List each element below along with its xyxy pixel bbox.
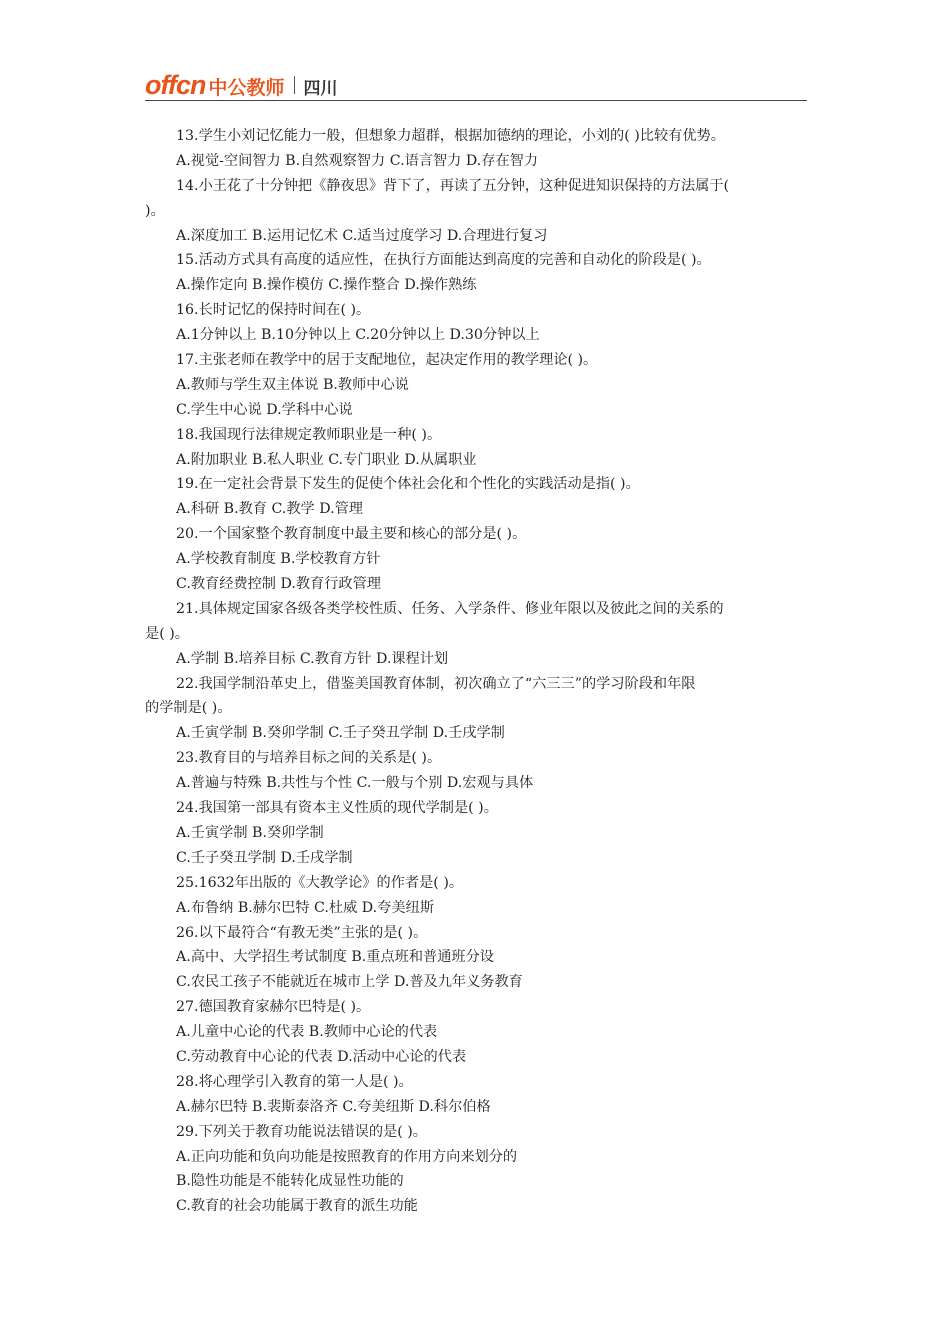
logo-region: 四川 — [303, 79, 338, 99]
question-text: 23.教育目的与培养目标之间的关系是( )。 — [176, 750, 442, 767]
answer-options: A.1分钟以上 B.10分钟以上 C.20分钟以上 D.30分钟以上 — [176, 327, 540, 344]
question-text: 27.德国教育家赫尔巴特是( )。 — [176, 999, 371, 1016]
question-text: 20.一个国家整个教育制度中最主要和核心的部分是( )。 — [176, 526, 527, 543]
question-text: 19.在一定社会背景下发生的促使个体社会化和个性化的实践活动是指( )。 — [176, 476, 640, 493]
question-text: 24.我国第一部具有资本主义性质的现代学制是( )。 — [176, 800, 498, 817]
question-text: 16.长时记忆的保持时间在( )。 — [176, 302, 371, 319]
answer-options: A.赫尔巴特 B.裴斯泰洛齐 C.夸美纽斯 D.科尔伯格 — [176, 1098, 491, 1115]
question-text: 26.以下最符合“有教无类”主张的是( )。 — [176, 924, 428, 941]
question-text: 29.下列关于教育功能说法错误的是( )。 — [176, 1123, 427, 1140]
answer-options: A.普遍与特殊 B.共性与个性 C.一般与个别 D.宏观与具体 — [176, 775, 534, 792]
question-text: 18.我国现行法律规定教师职业是一种( )。 — [176, 426, 442, 443]
question-text: 17.主张老师在教学中的居于支配地位，起决定作用的教学理论( )。 — [176, 352, 598, 369]
logo-divider — [294, 76, 295, 94]
question-text: 22.我国学制沿革史上，借鉴美国教育体制，初次确立了“六三三”的学习阶段和年限 — [176, 675, 696, 692]
offcn-logo — [145, 72, 338, 98]
answer-options: A.学制 B.培养目标 C.教育方针 D.课程计划 — [176, 650, 449, 667]
logo-brand-name: 中公教师 — [208, 77, 285, 99]
question-text: 15.活动方式具有高度的适应性，在执行方面能达到高度的完善和自动化的阶段是( )。 — [176, 252, 711, 269]
answer-options: A.视觉-空间智力 B.自然观察智力 C.语言智力 D.存在智力 — [176, 152, 539, 169]
answer-options: C.农民工孩子不能就近在城市上学 D.普及九年义务教育 — [176, 974, 523, 991]
logo-wordmark: offcn — [145, 70, 206, 100]
answer-options: A.正向功能和负向功能是按照教育的作用方向来划分的 — [176, 1148, 518, 1165]
answer-options: C.壬子癸丑学制 D.壬戌学制 — [176, 849, 353, 866]
answer-options: A.高中、大学招生考试制度 B.重点班和普通班分设 — [176, 949, 494, 966]
question-continuation: 是( )。 — [145, 625, 189, 642]
answer-options: A.壬寅学制 B.癸卯学制 — [176, 824, 324, 841]
question-continuation: 的学制是( )。 — [145, 700, 232, 717]
question-text: 13.学生小刘记忆能力一般，但想象力超群，根据加德纳的理论，小刘的( )比较有优势。 — [176, 128, 725, 144]
answer-options: A.科研 B.教育 C.教学 D.管理 — [176, 501, 363, 518]
header-rule — [145, 100, 807, 101]
question-text: 21.具体规定国家各级各类学校性质、任务、入学条件、修业年限以及彼此之间的关系的 — [176, 600, 724, 617]
answer-options: A.附加职业 B.私人职业 C.专门职业 D.从属职业 — [176, 451, 477, 468]
answer-options: A.教师与学生双主体说 B.教师中心说 — [176, 376, 409, 393]
answer-options: C.学生中心说 D.学科中心说 — [176, 401, 353, 418]
question-continuation: )。 — [145, 202, 165, 219]
page-header — [145, 70, 807, 102]
answer-options: A.壬寅学制 B.癸卯学制 C.壬子癸丑学制 D.壬戌学制 — [176, 725, 505, 742]
question-text: 25.1632年出版的《大教学论》的作者是( )。 — [176, 874, 464, 891]
answer-options: A.深度加工 B.运用记忆术 C.适当过度学习 D.合理进行复习 — [176, 227, 548, 244]
answer-options: C.劳动教育中心论的代表 D.活动中心论的代表 — [176, 1048, 467, 1065]
question-text: 14.小王花了十分钟把《静夜思》背下了，再读了五分钟，这种促进知识保持的方法属于( — [176, 177, 730, 194]
answer-options: A.布鲁纳 B.赫尔巴特 C.杜威 D.夸美纽斯 — [176, 899, 434, 916]
question-list — [145, 124, 807, 1219]
answer-options: B.隐性功能是不能转化成显性功能的 — [176, 1173, 404, 1190]
answer-options: A.操作定向 B.操作模仿 C.操作整合 D.操作熟练 — [176, 277, 477, 294]
answer-options: A.儿童中心论的代表 B.教师中心论的代表 — [176, 1024, 438, 1041]
answer-options: C.教育的社会功能属于教育的派生功能 — [176, 1198, 418, 1215]
answer-options: C.教育经费控制 D.教育行政管理 — [176, 576, 381, 593]
answer-options: A.学校教育制度 B.学校教育方针 — [176, 551, 381, 568]
question-text: 28.将心理学引入教育的第一人是( )。 — [176, 1073, 413, 1090]
